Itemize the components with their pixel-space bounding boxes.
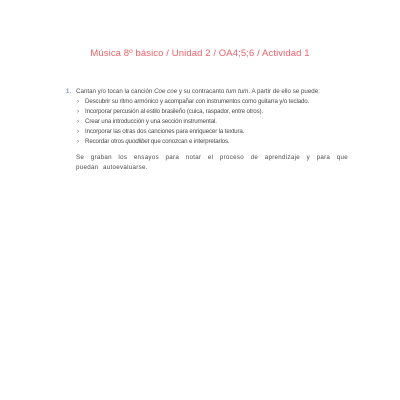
chevron-right-icon: › <box>77 128 79 135</box>
chevron-right-icon: › <box>77 118 79 125</box>
chevron-right-icon: › <box>77 98 79 105</box>
activity-item-1 <box>66 87 348 147</box>
list-item-text: Descubrir su ritmo armónico y acompañar con instrumentos como guitarra y/o teclado. <box>85 98 310 105</box>
list-item-text: Crear una introducción y una sección instrumental. <box>85 118 217 125</box>
intro-text-end: . A partir de ello se puede: <box>248 88 320 95</box>
chevron-right-icon: › <box>77 138 79 145</box>
closing-paragraph: Se graban los ensayos para notar el proceso de aprendizaje y para que puedan autoevaluarse. <box>76 154 348 171</box>
sub-list <box>76 97 348 147</box>
activity-content <box>66 87 348 173</box>
counter-song-title: tum tum <box>225 88 249 95</box>
list-item-text-start: Recordar otros <box>85 138 126 145</box>
activity-intro <box>76 87 348 97</box>
list-item-text-end: que conozcan e interpretarlos. <box>149 138 230 145</box>
list-item <box>76 107 348 117</box>
chevron-right-icon: › <box>77 108 79 115</box>
intro-text-middle: y su contracanto <box>177 88 226 95</box>
item-number: 1. <box>66 88 72 95</box>
intro-text-start: Cantan y/o tocan la canción <box>76 88 155 95</box>
list-item-text: Incorporar las otras dos canciones para enriquecer la textura. <box>85 128 245 135</box>
list-item <box>76 137 348 147</box>
list-item-text: Incorporar percusión al estilo brasileño (cuica, raspador, entre otros). <box>85 108 264 115</box>
list-item <box>76 97 348 107</box>
list-item <box>76 117 348 127</box>
list-item <box>76 127 348 137</box>
quodlibet-term: quodlibet <box>125 138 150 145</box>
song-title: Coe coe <box>154 88 178 95</box>
page-title: Música 8º básico / Unidad 2 / OA4;5;6 / Actividad 1 <box>90 48 310 59</box>
